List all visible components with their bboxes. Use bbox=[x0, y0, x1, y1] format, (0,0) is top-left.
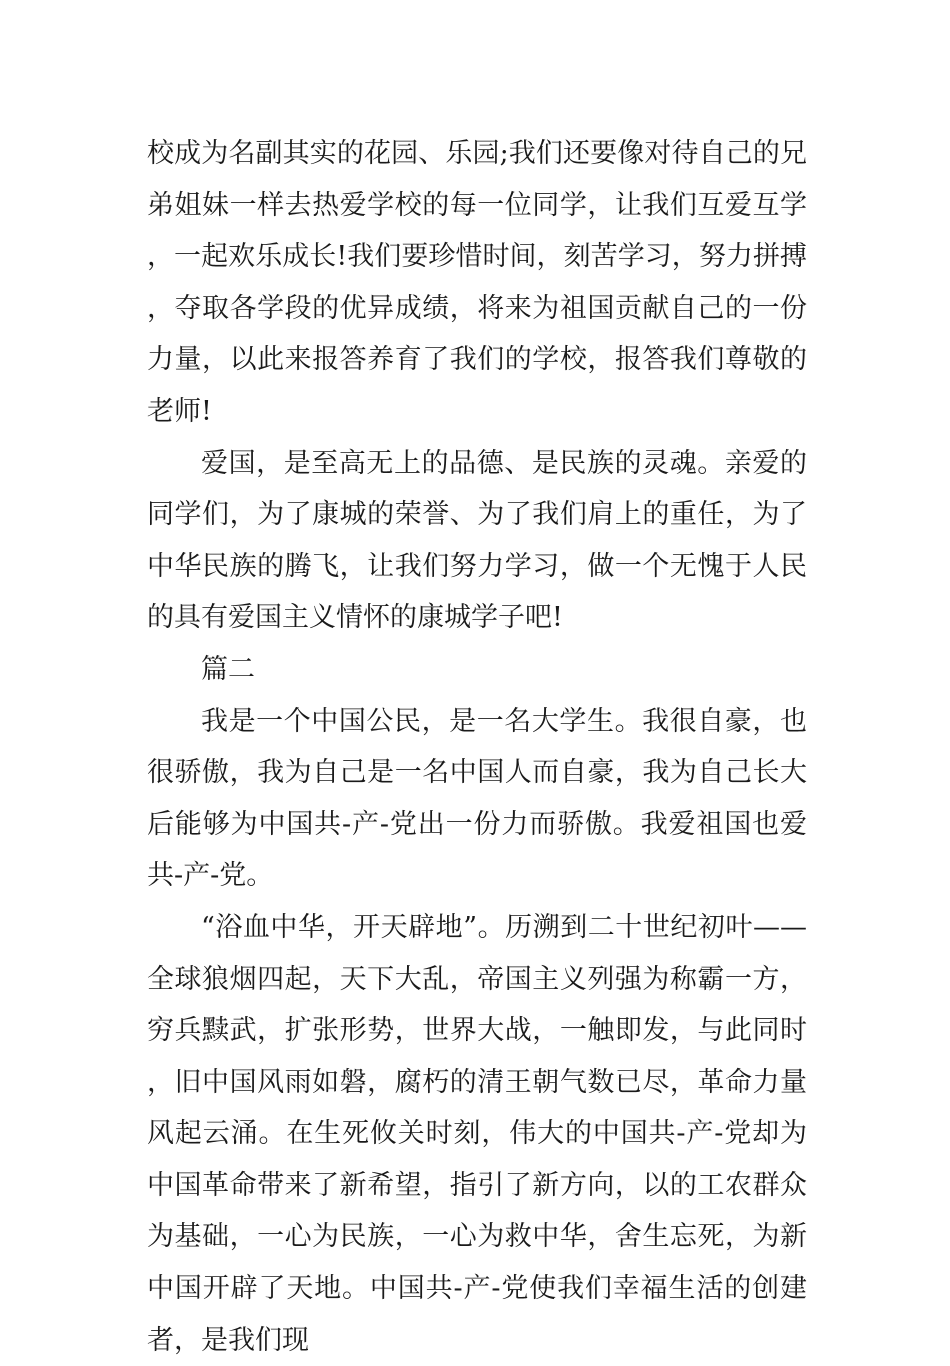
paragraph-patriotism: 爱国，是至高无上的品德、是民族的灵魂。亲爱的同学们，为了康城的荣誉、为了我们肩上的重任，为了中华民族的腾飞，让我们努力学习，做一个无愧于人民的具有爱国主义情怀的康城学子吧! bbox=[147, 447, 807, 634]
paragraph-continuation: 校成为名副其实的花园、乐园;我们还要像对待自己的兄弟姐妹一样去热爱学校的每一位同学，让我们互爱互学，一起欢乐成长!我们要珍惜时间，刻苦学习，努力拼搏，夺取各学段的优异成绩，将来为祖国贡献自己的一份力量，以此来报答养育了我们的学校，报答我们尊敬的老师! bbox=[147, 138, 807, 427]
paragraph-citizen: 我是一个中国公民，是一名大学生。我很自豪，也很骄傲，我为自己是一名中国人而自豪，我为自己长大后能够为中国共-产-党出一份力而骄傲。我爱祖国也爱共-产-党。 bbox=[147, 705, 807, 892]
paragraph-history: “浴血中华，开天辟地”。历溯到二十世纪初叶——全球狼烟四起，天下大乱，帝国主义列强为称霸一方，穷兵黩武，扩张形势，世界大战，一触即发，与此同时，旧中国风雨如磐，腐朽的清王朝气数已尽，革命力量风起云涌。在生死攸关时刻，伟大的中国共-产-党却为中国革命带来了新希望，指引了新方向，以的工农群众为基础，一心为民族，一心为救中华，舍生忘死，为新中国开辟了天地。中国共-产-党使我们幸福生活的创建者，是我们现 bbox=[147, 911, 807, 1356]
document-body bbox=[147, 128, 807, 1366]
section-heading: 篇二 bbox=[201, 653, 255, 685]
